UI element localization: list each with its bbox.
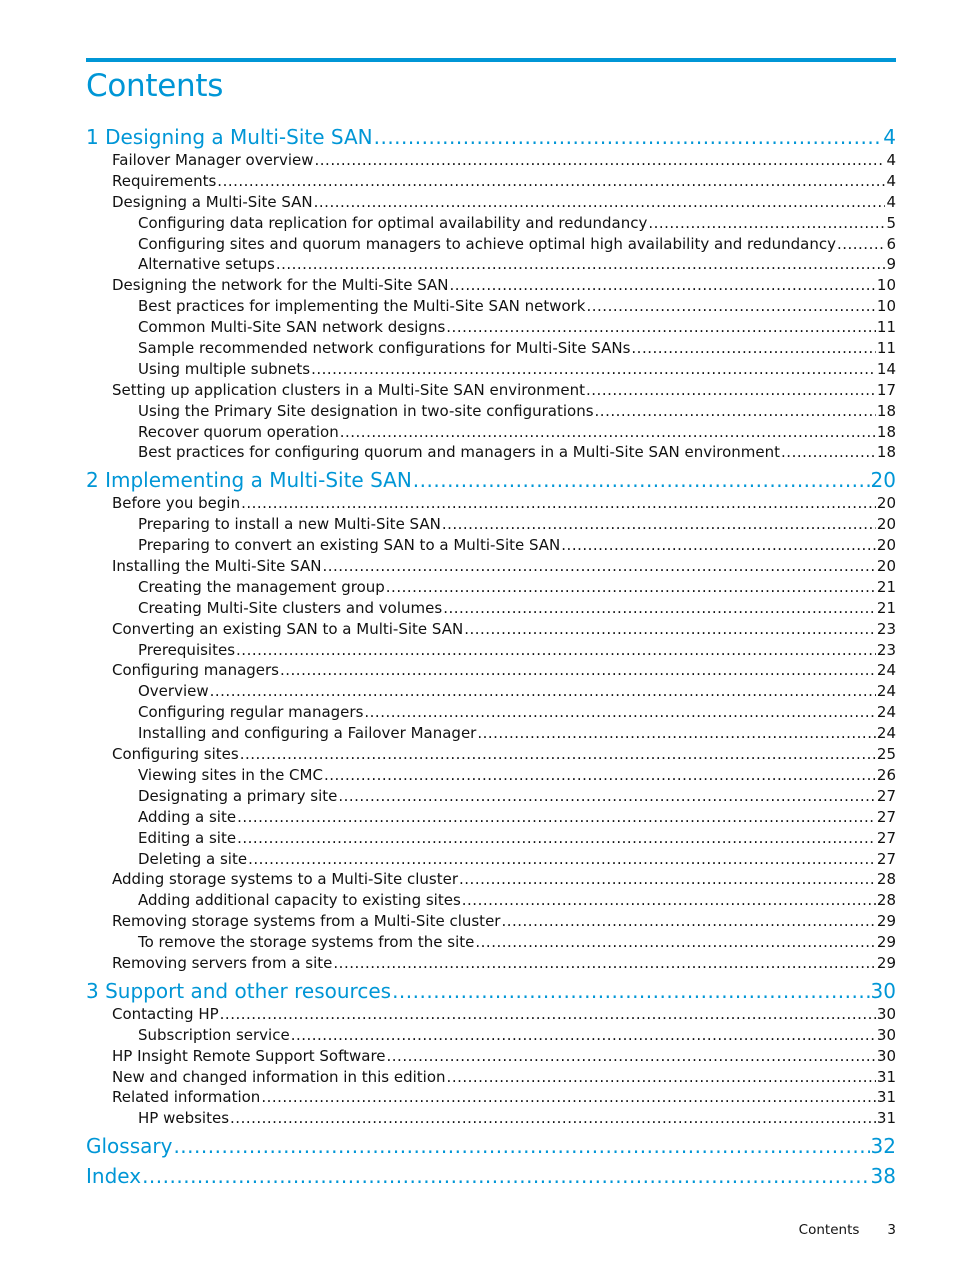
toc-entry-title: Configuring managers — [112, 661, 279, 680]
toc-entry-title: 2 Implementing a Multi-Site SAN — [86, 468, 412, 493]
toc-entry[interactable] — [86, 317, 896, 338]
dot-leader — [340, 422, 876, 443]
toc-entry[interactable] — [86, 911, 896, 932]
dot-leader — [248, 849, 876, 870]
toc-entry-title: Configuring data replication for optimal availability and redundancy — [138, 213, 648, 232]
toc-entry[interactable] — [86, 681, 896, 702]
dot-leader — [237, 807, 876, 828]
dot-leader — [364, 702, 876, 723]
toc-entry-title: Installing and configuring a Failover Manager — [138, 724, 477, 743]
dot-leader — [311, 359, 876, 380]
toc-entry-title: Using the Primary Site designation in two-site configurations — [138, 401, 594, 420]
toc-page-number: 38 — [870, 1164, 896, 1189]
dot-leader — [781, 442, 876, 463]
toc-entry[interactable] — [86, 380, 896, 401]
toc-entry-title: Common Multi-Site SAN network designs — [138, 318, 446, 337]
toc-page-number: 31 — [876, 1109, 896, 1128]
dot-leader — [236, 640, 876, 661]
toc-chapter-entry[interactable] — [86, 124, 896, 150]
toc-page-number: 20 — [876, 557, 896, 576]
toc-entry-title: Recover quorum operation — [138, 422, 339, 441]
toc-entry-title: Designing the network for the Multi-Site SAN — [112, 276, 449, 295]
dot-leader — [261, 1087, 876, 1108]
toc-chapter-entry[interactable] — [86, 978, 896, 1004]
toc-entry-title: Configuring sites and quorum managers to achieve optimal high availability and redundancy — [138, 234, 836, 253]
dot-leader — [446, 317, 876, 338]
toc-page-number: 5 — [886, 213, 896, 232]
toc-entry-title: Best practices for configuring quorum and managers in a Multi-Site SAN environment — [138, 443, 781, 462]
toc-entry-title: Subscription service — [138, 1025, 290, 1044]
toc-entry[interactable] — [86, 1004, 896, 1025]
dot-leader — [595, 401, 876, 422]
toc-page-number: 20 — [870, 468, 896, 493]
dot-leader — [338, 786, 876, 807]
toc-entry-title: HP Insight Remote Support Software — [112, 1046, 386, 1065]
toc-entry-title: Designating a primary site — [138, 786, 338, 805]
toc-entry[interactable] — [86, 422, 896, 443]
toc-page-number: 20 — [876, 515, 896, 534]
toc-entry-title: HP websites — [138, 1109, 230, 1128]
toc-entry-title: Before you begin — [112, 494, 241, 513]
toc-page-number: 29 — [876, 933, 896, 952]
toc-page-number: 24 — [876, 661, 896, 680]
dot-leader — [477, 723, 876, 744]
table-of-contents — [86, 122, 896, 1189]
dot-leader — [648, 213, 885, 234]
dot-leader — [442, 514, 876, 535]
toc-entry-title: Overview — [138, 682, 209, 701]
toc-entry[interactable] — [86, 213, 896, 234]
dot-leader — [333, 953, 876, 974]
toc-entry[interactable] — [86, 234, 896, 255]
toc-chapter-entry[interactable] — [86, 1133, 896, 1159]
toc-entry-title: Adding additional capacity to existing sites — [138, 891, 461, 910]
dot-leader — [443, 598, 876, 619]
toc-entry[interactable] — [86, 556, 896, 577]
toc-page-number: 23 — [876, 640, 896, 659]
toc-entry-title: 1 Designing a Multi-Site SAN — [86, 125, 373, 149]
toc-entry-title: Viewing sites in the CMC — [138, 765, 323, 784]
toc-entry[interactable] — [86, 723, 896, 744]
page-footer — [799, 1222, 896, 1238]
toc-entry[interactable] — [86, 765, 896, 786]
toc-entry-title: Creating the management group — [138, 577, 385, 596]
toc-page-number: 17 — [876, 380, 896, 399]
toc-entry[interactable] — [86, 514, 896, 535]
toc-entry[interactable] — [86, 702, 896, 723]
toc-page-number: 30 — [876, 1025, 896, 1044]
toc-entry[interactable] — [86, 807, 896, 828]
toc-entry-title: Contacting HP — [112, 1004, 219, 1023]
dot-leader — [237, 828, 876, 849]
toc-page-number: 28 — [876, 870, 896, 889]
toc-entry-title: Preparing to install a new Multi-Site SAN — [138, 515, 441, 534]
footer-page-number: 3 — [887, 1222, 896, 1238]
title-rule — [86, 58, 896, 62]
toc-entry-title: Removing storage systems from a Multi-Site cluster — [112, 912, 501, 931]
toc-page-number: 20 — [876, 494, 896, 513]
toc-entry-title: Requirements — [112, 171, 217, 190]
toc-entry[interactable] — [86, 171, 896, 192]
dot-leader — [240, 744, 876, 765]
toc-entry-title: Editing a site — [138, 828, 237, 847]
toc-entry-title: To remove the storage systems from the site — [138, 933, 475, 952]
dot-leader — [173, 1133, 869, 1159]
toc-entry[interactable] — [86, 744, 896, 765]
dot-leader — [450, 275, 876, 296]
dot-leader — [587, 296, 876, 317]
toc-chapter-entry[interactable] — [86, 467, 896, 493]
dot-leader — [392, 978, 869, 1004]
toc-page-number: 9 — [886, 255, 896, 274]
toc-entry[interactable] — [86, 786, 896, 807]
toc-page-number: 24 — [876, 703, 896, 722]
toc-page-number: 27 — [876, 807, 896, 826]
toc-entry-title: Removing servers from a site — [112, 953, 333, 972]
dot-leader — [230, 1108, 876, 1129]
dot-leader — [276, 254, 886, 275]
toc-entry-title: Index — [86, 1164, 142, 1189]
toc-entry[interactable] — [86, 640, 896, 661]
dot-leader — [501, 911, 875, 932]
toc-entry[interactable] — [86, 296, 896, 317]
toc-entry-title: Best practices for implementing the Multi-Site SAN network — [138, 297, 586, 316]
toc-entry-title: Alternative setups — [138, 255, 275, 274]
toc-page-number: 25 — [876, 745, 896, 764]
toc-entry-title: Configuring sites — [112, 745, 239, 764]
toc-entry-title: Converting an existing SAN to a Multi-Site SAN — [112, 619, 464, 638]
dot-leader — [322, 556, 875, 577]
toc-page-number: 30 — [876, 1004, 896, 1023]
toc-page-number: 26 — [876, 765, 896, 784]
toc-entry-title: Adding storage systems to a Multi-Site cluster — [112, 870, 459, 889]
toc-entry[interactable] — [86, 890, 896, 911]
toc-page-number: 24 — [876, 682, 896, 701]
toc-entry-title: Adding a site — [138, 807, 237, 826]
toc-entry-title: Setting up application clusters in a Multi-Site SAN environment — [112, 380, 586, 399]
toc-page-number: 6 — [886, 234, 896, 253]
toc-page-number: 30 — [876, 1046, 896, 1065]
toc-entry[interactable] — [86, 1025, 896, 1046]
toc-page-number: 10 — [876, 276, 896, 295]
toc-chapter-entry[interactable] — [86, 1163, 896, 1189]
toc-entry[interactable] — [86, 577, 896, 598]
page-title: Contents — [86, 68, 224, 104]
toc-page-number: 27 — [876, 786, 896, 805]
toc-page-number: 14 — [876, 359, 896, 378]
toc-entry[interactable] — [86, 619, 896, 640]
toc-entry[interactable] — [86, 192, 896, 213]
dot-leader — [142, 1163, 869, 1189]
toc-page-number: 4 — [886, 151, 896, 169]
toc-page-number: 32 — [870, 1134, 896, 1159]
toc-entry-title: Configuring regular managers — [138, 703, 364, 722]
toc-entry[interactable] — [86, 150, 896, 171]
toc-page-number: 20 — [876, 536, 896, 555]
dot-leader — [459, 869, 876, 890]
toc-entry-title: Failover Manager overview — [112, 151, 314, 169]
toc-entry[interactable] — [86, 1067, 896, 1088]
toc-entry[interactable] — [86, 493, 896, 514]
toc-page-number: 30 — [870, 978, 896, 1003]
toc-page-number: 21 — [876, 598, 896, 617]
toc-entry[interactable] — [86, 1046, 896, 1067]
toc-entry-title: Creating Multi-Site clusters and volumes — [138, 598, 443, 617]
dot-leader — [586, 380, 876, 401]
dot-leader — [314, 192, 886, 213]
toc-page-number: 21 — [876, 577, 896, 596]
toc-page-number: 23 — [876, 619, 896, 638]
toc-entry-title: Glossary — [86, 1134, 173, 1159]
toc-page-number: 10 — [876, 297, 896, 316]
toc-entry-title: Designing a Multi-Site SAN — [112, 192, 313, 211]
toc-page-number: 28 — [876, 891, 896, 910]
toc-entry[interactable] — [86, 598, 896, 619]
toc-entry[interactable] — [86, 932, 896, 953]
toc-entry[interactable] — [86, 869, 896, 890]
dot-leader — [837, 234, 885, 255]
dot-leader — [324, 765, 876, 786]
dot-leader — [220, 1004, 876, 1025]
toc-entry[interactable] — [86, 1087, 896, 1108]
toc-page-number: 11 — [876, 318, 896, 337]
dot-leader — [464, 619, 876, 640]
toc-page-number: 18 — [876, 443, 896, 462]
toc-entry[interactable] — [86, 338, 896, 359]
dot-leader — [462, 890, 876, 911]
toc-page-number: 27 — [876, 828, 896, 847]
toc-entry[interactable] — [86, 953, 896, 974]
dot-leader — [561, 535, 876, 556]
dot-leader — [447, 1067, 876, 1088]
toc-entry-title: Related information — [112, 1088, 261, 1107]
toc-entry[interactable] — [86, 254, 896, 275]
toc-page-number: 31 — [876, 1088, 896, 1107]
toc-entry-title: Sample recommended network configurations for Multi-Site SANs — [138, 339, 631, 358]
toc-page-number: 18 — [876, 422, 896, 441]
toc-entry-title: Prerequisites — [138, 640, 236, 659]
dot-leader — [210, 681, 876, 702]
toc-page-number: 4 — [886, 171, 896, 190]
toc-page-number: 4 — [886, 192, 896, 211]
toc-entry-title: 3 Support and other resources — [86, 978, 392, 1003]
toc-entry[interactable] — [86, 535, 896, 556]
dot-leader — [387, 1046, 876, 1067]
toc-page-number: 4 — [883, 125, 896, 149]
toc-entry[interactable] — [86, 660, 896, 681]
toc-entry-title: Preparing to convert an existing SAN to a Multi-Site SAN — [138, 536, 561, 555]
toc-page-number: 18 — [876, 401, 896, 420]
toc-entry[interactable] — [86, 359, 896, 380]
toc-entry-title: Installing the Multi-Site SAN — [112, 557, 322, 576]
toc-entry[interactable] — [86, 849, 896, 870]
toc-page-number: 24 — [876, 724, 896, 743]
toc-entry-title: New and changed information in this edition — [112, 1067, 446, 1086]
toc-entry[interactable] — [86, 401, 896, 422]
dot-leader — [475, 932, 876, 953]
toc-entry[interactable] — [86, 275, 896, 296]
toc-page-number: 27 — [876, 849, 896, 868]
toc-entry-title: Deleting a site — [138, 849, 248, 868]
dot-leader — [386, 577, 876, 598]
dot-leader — [315, 150, 886, 171]
toc-page-number: 29 — [876, 912, 896, 931]
toc-page-number: 31 — [876, 1067, 896, 1086]
toc-entry[interactable] — [86, 442, 896, 463]
dot-leader — [413, 467, 870, 493]
dot-leader — [217, 171, 885, 192]
toc-page-number: 29 — [876, 953, 896, 972]
footer-section-label: Contents — [798, 1222, 860, 1238]
toc-entry[interactable] — [86, 1108, 896, 1129]
dot-leader — [631, 338, 876, 359]
dot-leader — [374, 124, 883, 150]
toc-entry-title: Using multiple subnets — [138, 359, 311, 378]
toc-entry[interactable] — [86, 828, 896, 849]
toc-page-number: 11 — [876, 339, 896, 358]
dot-leader — [280, 660, 876, 681]
dot-leader — [241, 493, 876, 514]
dot-leader — [291, 1025, 876, 1046]
